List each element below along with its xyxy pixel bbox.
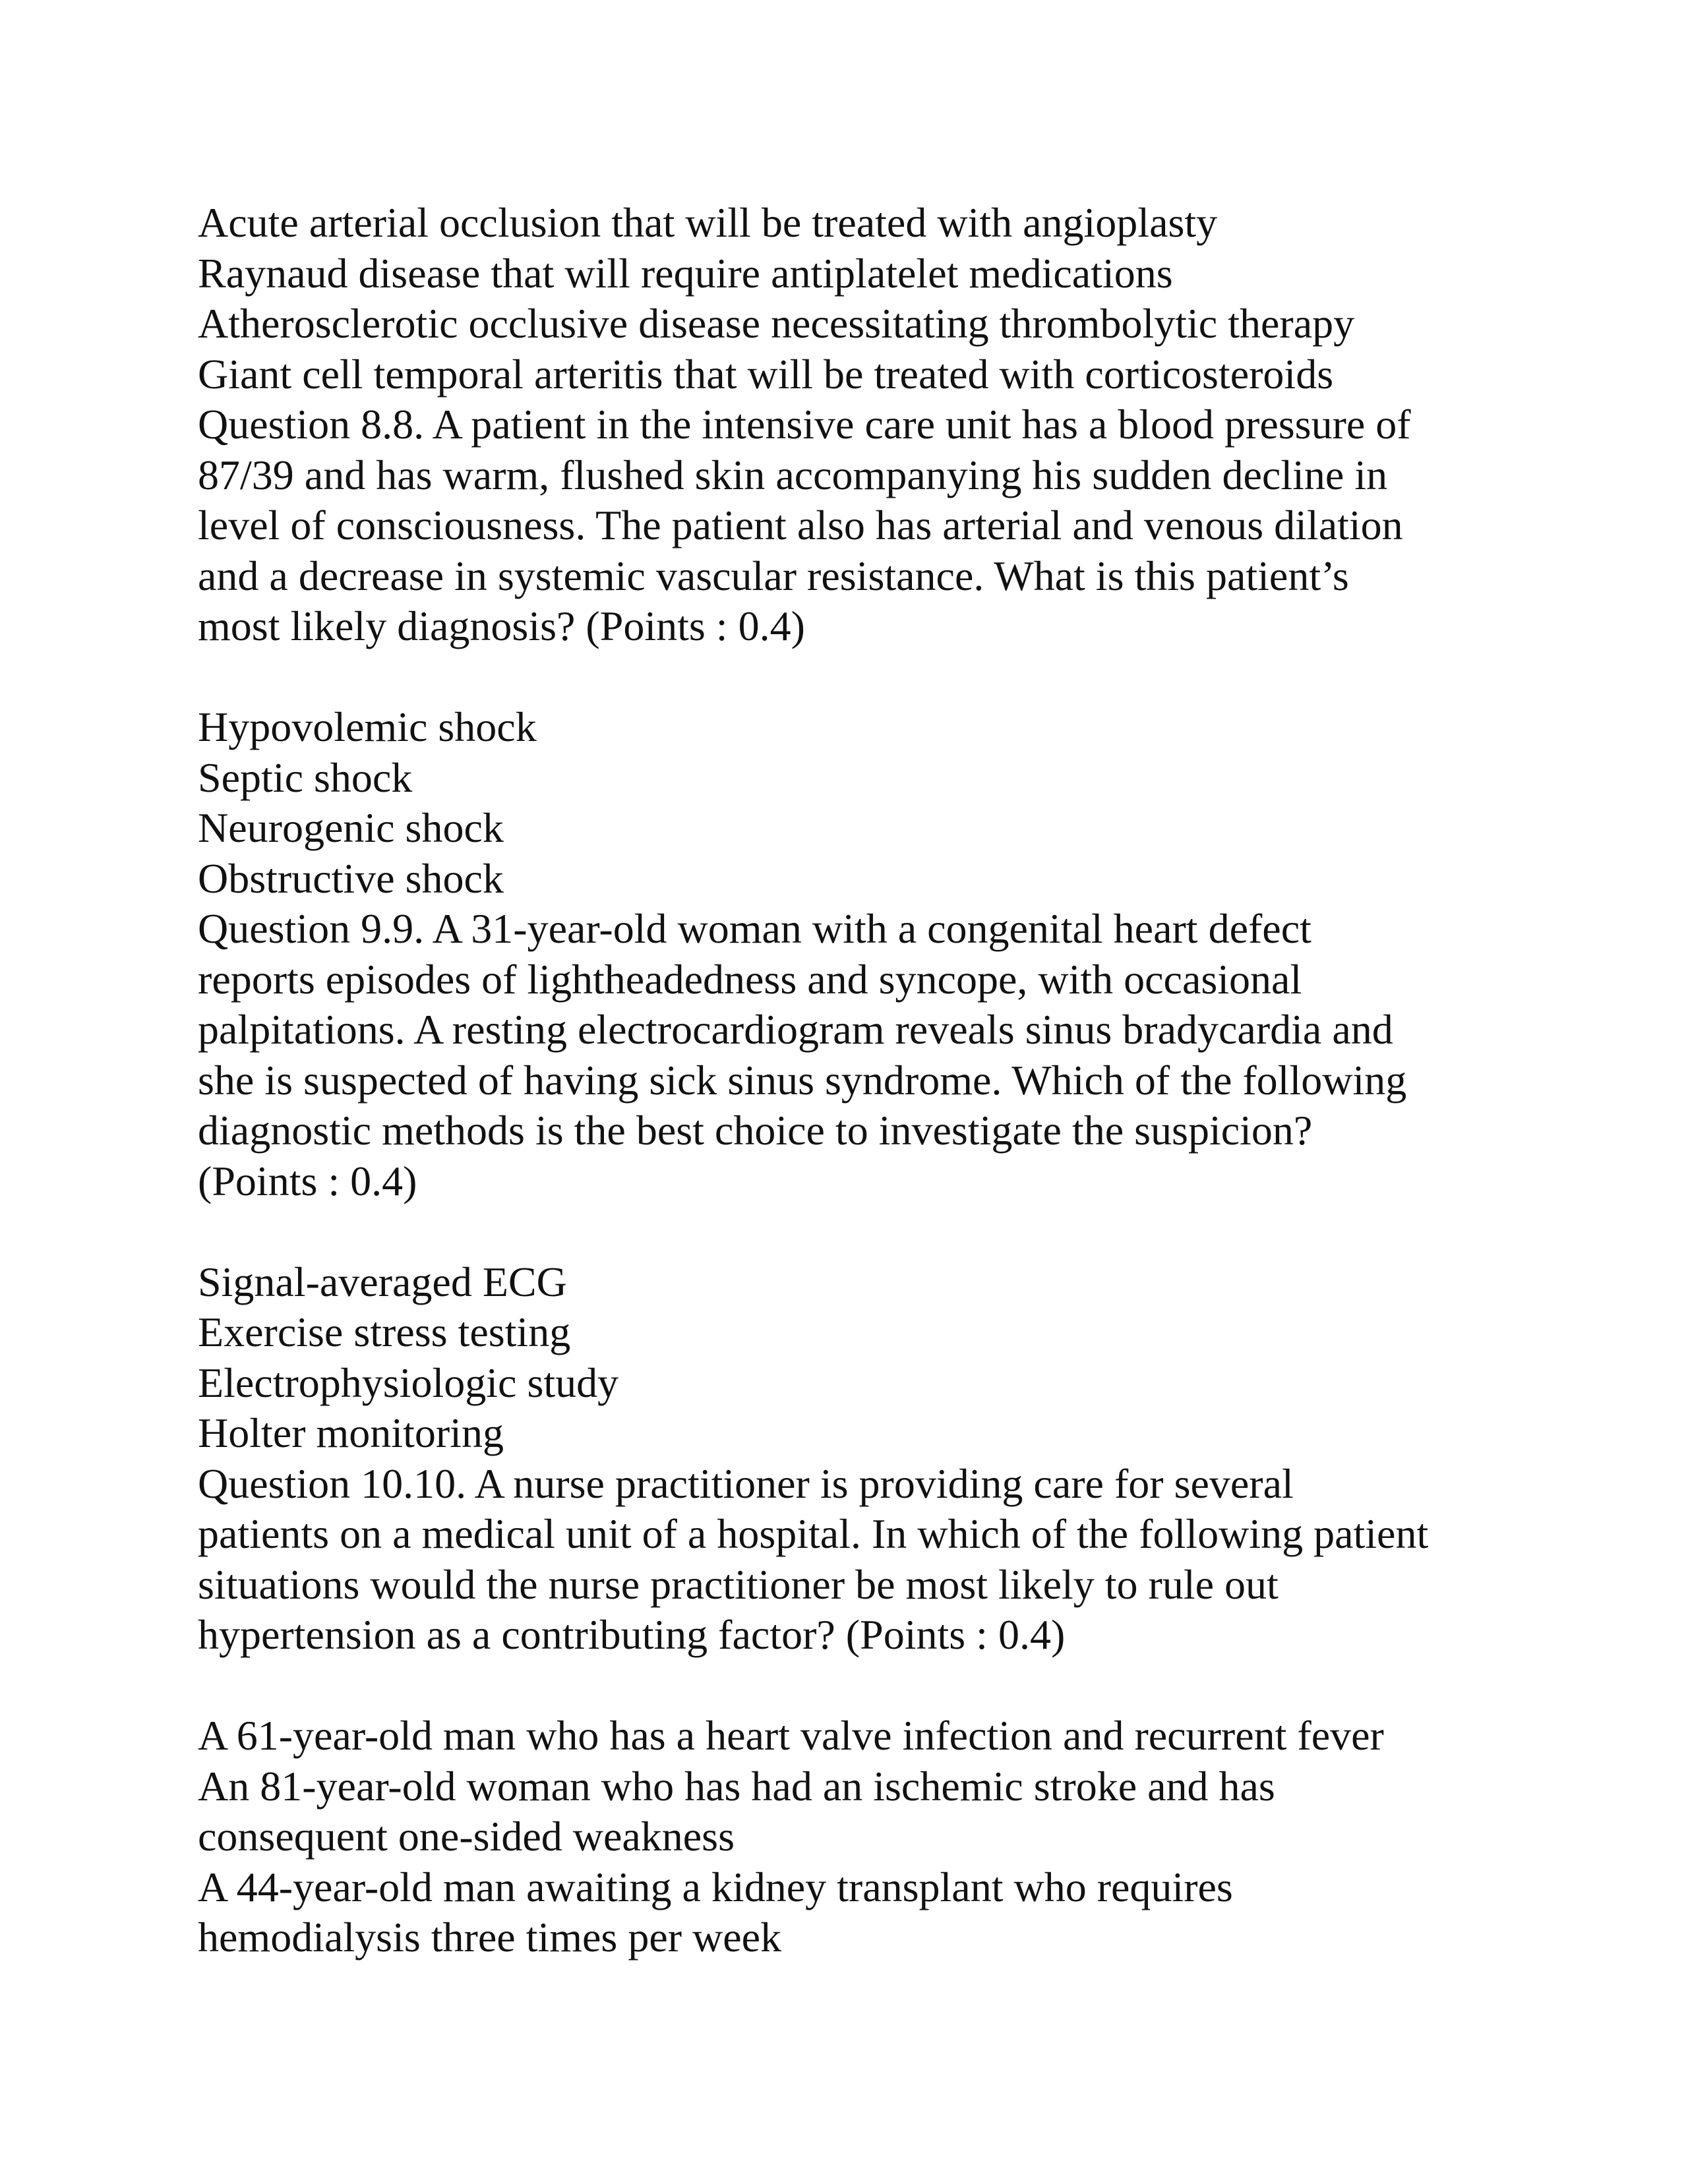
answer-option[interactable]: Giant cell temporal arteritis that will be treated with corticosteroids <box>198 350 1334 398</box>
q8-answer-options <box>198 702 1517 904</box>
question-text: Question 10.10. A nurse practitioner is providing care for several <box>198 1460 1294 1507</box>
question-text: reports episodes of lightheadedness and syncope, with occasional <box>198 955 1302 1003</box>
document-body <box>198 198 1517 1963</box>
question-text: (Points : 0.4) <box>198 1157 417 1204</box>
answer-option[interactable]: Electrophysiologic study <box>198 1359 619 1406</box>
answer-option[interactable]: Neurogenic shock <box>198 804 504 851</box>
answer-option[interactable]: A 44-year-old man awaiting a kidney transplant who requires <box>198 1863 1233 1910</box>
answer-option[interactable]: Obstructive shock <box>198 854 504 902</box>
question-text: and a decrease in systemic vascular resistance. What is this patient’s <box>198 552 1349 599</box>
answer-option[interactable]: hemodialysis three times per week <box>198 1914 782 1961</box>
paragraph-gap <box>198 652 1517 703</box>
question-8 <box>198 399 1517 652</box>
question-text: Question 8.8. A patient in the intensive care unit has a blood pressure of <box>198 401 1411 448</box>
answer-option[interactable]: Septic shock <box>198 753 413 801</box>
question-text: patients on a medical unit of a hospital. In which of the following patient <box>198 1510 1429 1557</box>
question-text: diagnostic methods is the best choice to investigate the suspicion? <box>198 1107 1313 1154</box>
question-9 <box>198 904 1517 1206</box>
paragraph-gap <box>198 1206 1517 1257</box>
paragraph-gap <box>198 1661 1517 1711</box>
answer-option[interactable]: consequent one-sided weakness <box>198 1813 735 1860</box>
q7-answer-options <box>198 198 1517 399</box>
answer-option[interactable]: Hypovolemic shock <box>198 703 537 750</box>
question-text: hypertension as a contributing factor? (Points : 0.4) <box>198 1611 1066 1658</box>
q10-answer-options <box>198 1711 1517 1963</box>
q9-answer-options <box>198 1257 1517 1459</box>
question-text: Question 9.9. A 31-year-old woman with a congenital heart defect <box>198 905 1311 952</box>
question-text: level of consciousness. The patient also has arterial and venous dilation <box>198 502 1403 548</box>
question-text: situations would the nurse practitioner be most likely to rule out <box>198 1560 1279 1608</box>
answer-option[interactable]: Exercise stress testing <box>198 1309 571 1355</box>
answer-option[interactable]: Signal-averaged ECG <box>198 1258 567 1305</box>
question-text: she is suspected of having sick sinus syndrome. Which of the following <box>198 1056 1407 1104</box>
answer-option[interactable]: Atherosclerotic occlusive disease necessitating thrombolytic therapy <box>198 300 1355 347</box>
question-text: palpitations. A resting electrocardiogram reveals sinus bradycardia and <box>198 1006 1393 1053</box>
answer-option[interactable]: Acute arterial occlusion that will be treated with angioplasty <box>198 199 1218 246</box>
answer-option[interactable]: Raynaud disease that will require antiplatelet medications <box>198 249 1173 297</box>
question-10 <box>198 1459 1517 1661</box>
answer-option[interactable]: Holter monitoring <box>198 1409 504 1456</box>
question-text: most likely diagnosis? (Points : 0.4) <box>198 603 805 649</box>
answer-option[interactable]: An 81-year-old woman who has had an ischemic stroke and has <box>198 1762 1275 1810</box>
question-text: 87/39 and has warm, flushed skin accompanying his sudden decline in <box>198 451 1388 498</box>
answer-option[interactable]: A 61-year-old man who has a heart valve infection and recurrent fever <box>198 1712 1384 1759</box>
